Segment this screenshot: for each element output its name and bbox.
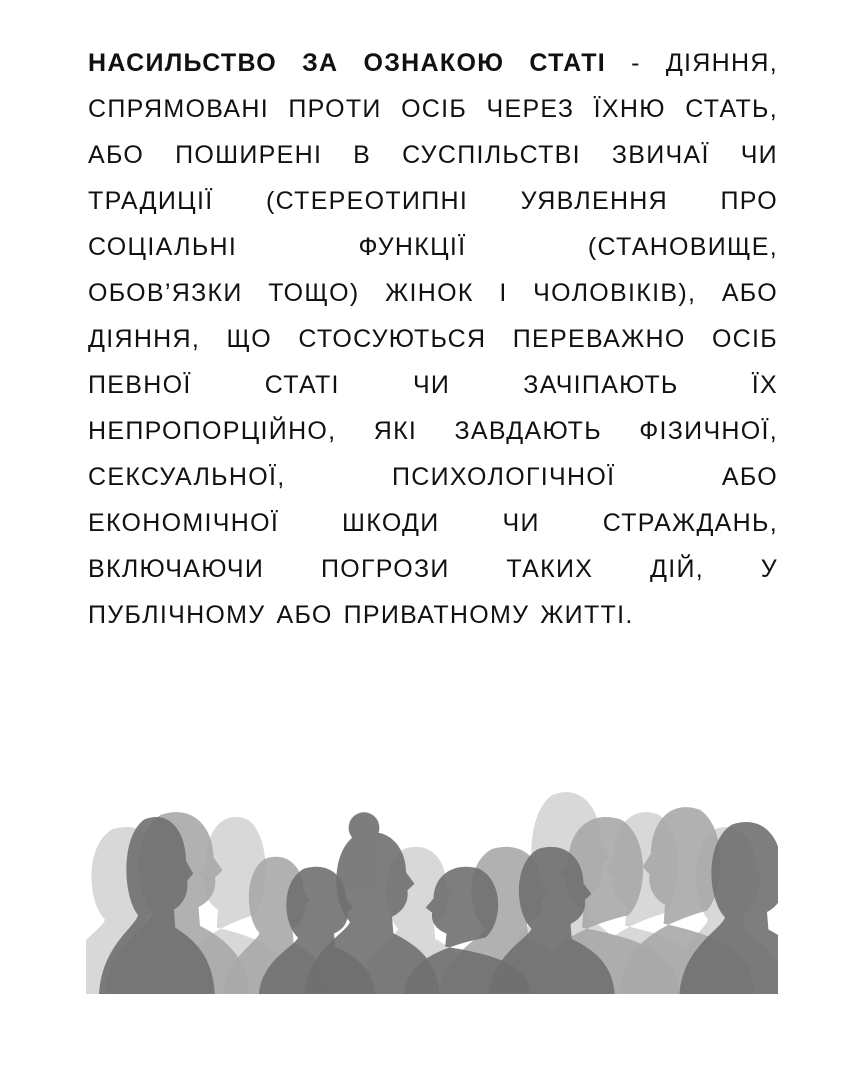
definition-word: АБО [276, 601, 333, 629]
definition-word: ПСИХОЛОГІЧНОЇ [391, 463, 616, 491]
definition-word: ЇХ [751, 371, 778, 399]
definition-word: І [499, 279, 508, 307]
definition-word: СТАТЬ, [685, 95, 778, 123]
definition-word: У [760, 555, 778, 583]
definition-word: ЧИ [502, 509, 540, 537]
definition-word: СТОСУЮТЬСЯ [298, 325, 487, 353]
definition-word: ЩО [226, 325, 272, 353]
definition-line [88, 132, 778, 178]
definition-word: СОЦІАЛЬНІ [88, 233, 238, 261]
definition-word: - [631, 49, 641, 77]
women-silhouettes-illustration [86, 786, 778, 994]
definition-word: ФІЗИЧНОЇ, [639, 417, 778, 445]
women-silhouettes-icon [86, 786, 778, 994]
definition-word: ЕКОНОМІЧНОЇ [88, 509, 280, 537]
definition-line [88, 86, 778, 132]
definition-word: ТРАДИЦІЇ [88, 187, 214, 215]
definition-word: ПОШИРЕНІ [175, 141, 323, 169]
definition-word: АБО [721, 279, 778, 307]
definition-line [88, 546, 778, 592]
definition-word: УЯВЛЕННЯ [520, 187, 669, 215]
definition-word: ЖИТТІ. [540, 601, 634, 629]
definition-word: ВКЛЮЧАЮЧИ [88, 555, 265, 583]
definition-word: ЖІНОК [385, 279, 474, 307]
definition-word: ОСІБ [711, 325, 778, 353]
definition-word: ДІЙ, [650, 555, 704, 583]
definition-line [88, 500, 778, 546]
definition-word: ПОГРОЗИ [320, 555, 450, 583]
definition-word: ПРИВАТНОМУ [343, 601, 530, 629]
definition-word: ЯКІ [373, 417, 418, 445]
definition-word: ТАКИХ [506, 555, 594, 583]
definition-line [88, 408, 778, 454]
definition-word: ШКОДИ [342, 509, 440, 537]
definition-word: ДІЯННЯ, [88, 325, 201, 353]
definition-word: ЗВИЧАЇ [611, 141, 710, 169]
definition-line [88, 592, 778, 638]
definition-word: ЗАЧІПАЮТЬ [523, 371, 679, 399]
definition-word: ФУНКЦІЇ [358, 233, 467, 261]
definition-line [88, 40, 778, 86]
definition-word: ОСІБ [401, 95, 468, 123]
definition-word: ТОЩО) [268, 279, 360, 307]
definition-line [88, 224, 778, 270]
definition-word: СТРАЖДАНЬ, [602, 509, 778, 537]
definition-word: ПУБЛІЧНОМУ [88, 601, 266, 629]
definition-line [88, 270, 778, 316]
definition-word: ЧИ [740, 141, 778, 169]
definition-word: ПЕВНОЇ [88, 371, 192, 399]
definition-word: (СТАНОВИЩЕ, [587, 233, 778, 261]
definition-word: ОБОВ’ЯЗКИ [88, 279, 243, 307]
definition-word: ЧОЛОВІКІВ), [533, 279, 697, 307]
definition-line [88, 178, 778, 224]
definition-word: ЗАВДАЮТЬ [454, 417, 602, 445]
definition-word: СПРЯМОВАНІ [88, 95, 269, 123]
definition-word: НЕПРОПОРЦІЙНО, [88, 417, 337, 445]
definition-word: ЧЕРЕЗ [486, 95, 575, 123]
definition-word: АБО [721, 463, 778, 491]
definition-word: В [353, 141, 372, 169]
definition-line [88, 454, 778, 500]
definition-line [88, 316, 778, 362]
definition-word: ЇХНЮ [593, 95, 666, 123]
definition-word: СЕКСУАЛЬНОЇ, [88, 463, 286, 491]
definition-word: СУСПІЛЬСТВІ [402, 141, 581, 169]
definition-word: ПЕРЕВАЖНО [512, 325, 686, 353]
definition-word: ПРО [720, 187, 778, 215]
definition-word: АБО [88, 141, 145, 169]
definition-term-word: НАСИЛЬСТВО [88, 49, 277, 77]
definition-word: (СТЕРЕОТИПНІ [265, 187, 469, 215]
definition-term-word: ЗА [302, 49, 339, 77]
definition-word: СТАТІ [264, 371, 340, 399]
gender-violence-definition [88, 40, 778, 638]
definition-word: ДІЯННЯ, [665, 49, 778, 77]
definition-line [88, 362, 778, 408]
definition-term-word: ОЗНАКОЮ [363, 49, 505, 77]
definition-word: ЧИ [412, 371, 451, 399]
definition-word: ПРОТИ [288, 95, 382, 123]
definition-term-word: СТАТІ [529, 49, 607, 77]
